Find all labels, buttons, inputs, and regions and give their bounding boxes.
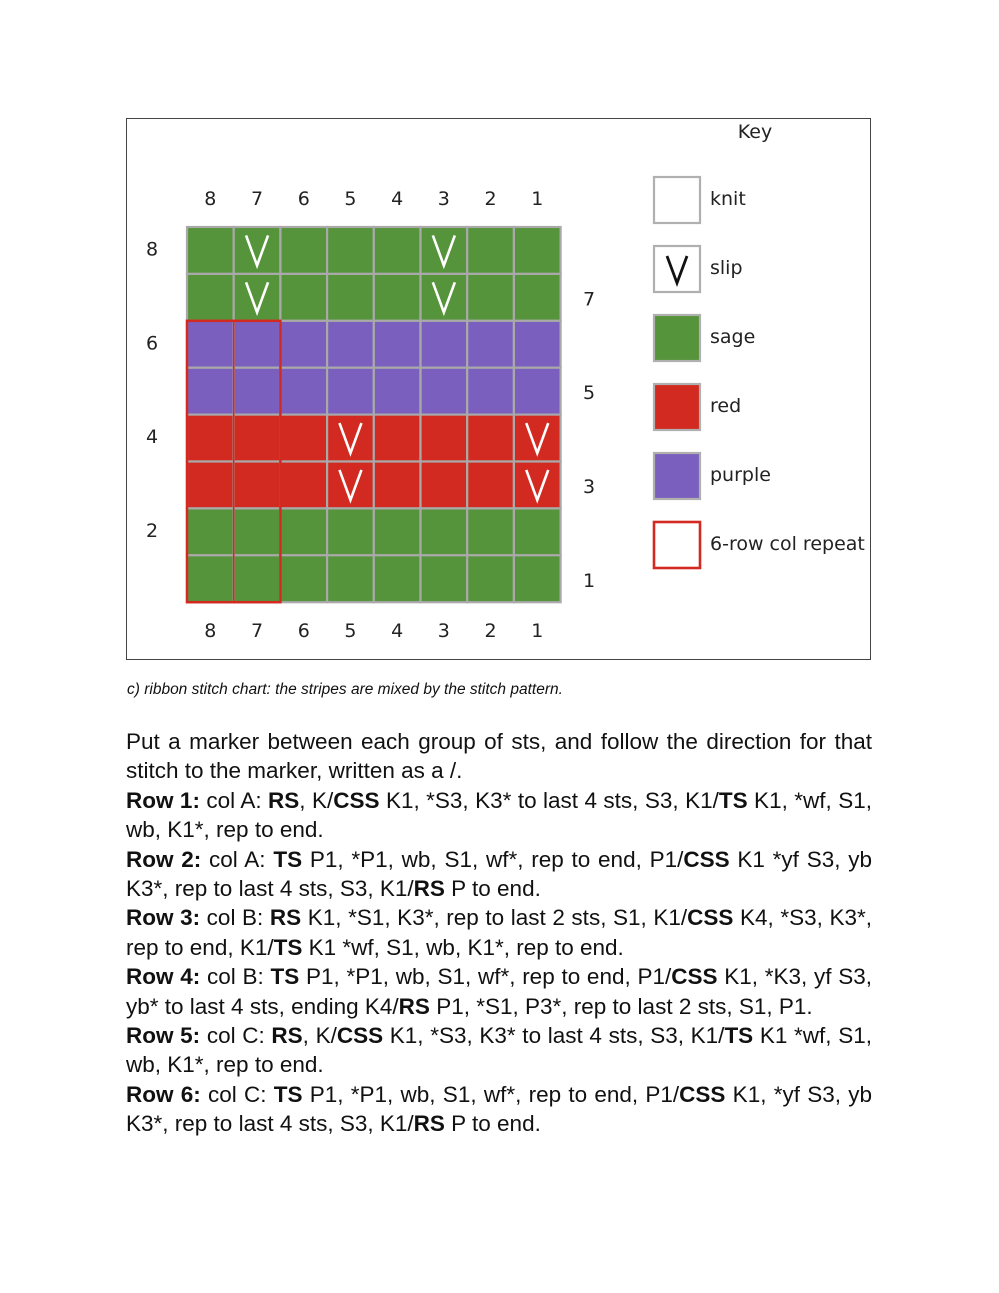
chart-cell [421,462,468,509]
chart-cell [467,508,514,555]
side-abbrev: CSS [333,787,380,813]
side-abbrev: RS [271,1023,303,1049]
chart-cell [187,274,234,321]
chart-cell [421,368,468,415]
legend-swatch-repeat [654,522,700,568]
column-label-bottom: 2 [484,620,497,642]
column-label-bottom: 6 [297,620,310,642]
legend-swatch-knit [654,177,700,223]
chart-cell [467,462,514,509]
chart-cell [374,227,421,274]
chart-cell [187,508,234,555]
legend-label-slip: slip [710,257,743,279]
column-label-bottom: 8 [204,620,217,642]
row-instructions [126,786,872,1139]
legend-label-repeat: 6-row col repeat [710,533,865,555]
side-abbrev: RS [413,876,445,902]
legend-label-purple: purple [710,464,771,486]
chart-cell [327,321,374,368]
row-label-right: 7 [582,288,596,311]
side-abbrev: TS [273,1081,303,1107]
row-label-left: 8 [145,238,159,261]
chart-cell [234,368,281,415]
row-instruction: Row 3: col B: RS K1, *S1, K3*, rep to last 2 sts, S1, K1/CSS K4, *S3, K3*, rep to end, K1/TS K1 *wf, S1, wb, K1*, rep to end. [126,905,872,960]
row-label-right: 1 [582,569,596,592]
chart-cell [327,368,374,415]
legend-swatch-red [654,384,700,430]
chart-cell [374,415,421,462]
legend-swatch-purple [654,453,700,499]
key-title: Key [737,121,773,143]
chart-cell [187,227,234,274]
row-label: Row 6: [126,1081,201,1107]
column-label-top: 6 [297,188,310,210]
chart-cell [467,415,514,462]
chart-cell [187,415,234,462]
chart-cell [280,227,327,274]
legend-label-red: red [710,395,742,417]
row-label: Row 3: [126,905,201,931]
chart-cell [280,368,327,415]
chart-cell [467,274,514,321]
chart-cell [187,555,234,602]
column-label-top: 4 [391,188,404,210]
chart-cell [187,462,234,509]
chart-cell [280,321,327,368]
chart-cell [280,274,327,321]
side-abbrev: RS [268,787,300,813]
chart-cell [374,462,421,509]
chart-cell [234,555,281,602]
chart-cell [234,462,281,509]
side-abbrev: RS [269,905,302,931]
column-label-top: 2 [484,188,497,210]
legend-label-knit: knit [710,188,746,210]
chart-cell [421,321,468,368]
side-abbrev: CSS [683,846,730,872]
chart-cell [467,555,514,602]
row-label-right: 5 [582,382,596,405]
side-abbrev: CSS [336,1023,384,1049]
chart-cell [467,227,514,274]
chart-cell [421,508,468,555]
side-abbrev: TS [273,846,303,872]
chart-cell [514,508,561,555]
column-label-top: 7 [251,188,264,210]
chart-cell [514,274,561,321]
row-label: Row 5: [126,1023,201,1049]
chart-cell [327,227,374,274]
row-instruction: Row 1: col A: RS, K/CSS K1, *S3, K3* to last 4 sts, S3, K1/TS K1, *wf, S1, wb, K1*, rep to end. [126,787,872,843]
chart-cell [280,415,327,462]
side-abbrev: CSS [687,905,734,931]
row-label-left: 4 [145,426,159,449]
pattern-instructions [126,727,872,1139]
chart-cell [280,462,327,509]
chart-cell [234,508,281,555]
row-instruction: Row 6: col C: TS P1, *P1, wb, S1, wf*, rep to end, P1/CSS K1, *yf S3, yb K3*, rep to last 4 sts, S3, K1/RS P to end. [126,1081,872,1137]
row-label: Row 1: [126,787,200,813]
row-label: Row 4: [126,964,201,990]
chart-cell [467,368,514,415]
legend-label-sage: sage [710,326,756,348]
chart-cell [280,508,327,555]
side-abbrev: TS [273,934,303,960]
chart-cell [327,274,374,321]
side-abbrev: CSS [671,964,718,990]
column-label-bottom: 7 [251,620,264,642]
chart-cell [187,368,234,415]
chart-cell [514,321,561,368]
row-instruction: Row 2: col A: TS P1, *P1, wb, S1, wf*, rep to end, P1/CSS K1 *yf S3, yb K3*, rep to last 4 sts, S3, K1/RS P to end. [126,846,872,902]
chart-cell [374,274,421,321]
side-abbrev: TS [718,787,748,813]
row-instruction: Row 4: col B: TS P1, *P1, wb, S1, wf*, rep to end, P1/CSS K1, *K3, yf S3, yb* to last 4 sts, ending K4/RS P1, *S1, P3*, rep to last 2 sts, S1, P1. [126,964,872,1019]
side-abbrev: TS [270,964,300,990]
column-label-bottom: 3 [437,620,450,642]
row-label-right: 3 [582,475,596,498]
stitch-chart [127,119,872,661]
side-abbrev: TS [724,1023,754,1049]
chart-cell [514,555,561,602]
chart-caption: c) ribbon stitch chart: the stripes are mixed by the stitch pattern. [127,681,563,698]
column-label-top: 5 [344,188,357,210]
chart-cell [327,555,374,602]
column-label-bottom: 1 [531,620,544,642]
side-abbrev: RS [413,1111,445,1137]
side-abbrev: RS [398,993,430,1019]
chart-cell [234,415,281,462]
row-label-left: 2 [145,519,159,542]
chart-cell [187,321,234,368]
column-label-top: 3 [437,188,450,210]
chart-cell [374,508,421,555]
chart-cell [234,321,281,368]
row-label-left: 6 [145,332,159,355]
legend-swatch-sage [654,315,700,361]
chart-cell [514,368,561,415]
intro-paragraph: Put a marker between each group of sts, and follow the direction for that stitch to the marker, written as a /. [126,729,872,784]
side-abbrev: CSS [679,1081,726,1107]
column-label-bottom: 4 [391,620,404,642]
column-label-bottom: 5 [344,620,357,642]
chart-cell [421,555,468,602]
row-label: Row 2: [126,846,202,872]
column-label-top: 8 [204,188,217,210]
row-instruction: Row 5: col C: RS, K/CSS K1, *S3, K3* to last 4 sts, S3, K1/TS K1 *wf, S1, wb, K1*, rep to end. [126,1023,872,1078]
chart-frame [126,118,871,660]
column-label-top: 1 [531,188,544,210]
chart-cell [280,555,327,602]
chart-cell [374,555,421,602]
chart-cell [374,321,421,368]
chart-cell [467,321,514,368]
chart-cell [327,508,374,555]
chart-cell [421,415,468,462]
chart-cell [514,227,561,274]
chart-cell [374,368,421,415]
